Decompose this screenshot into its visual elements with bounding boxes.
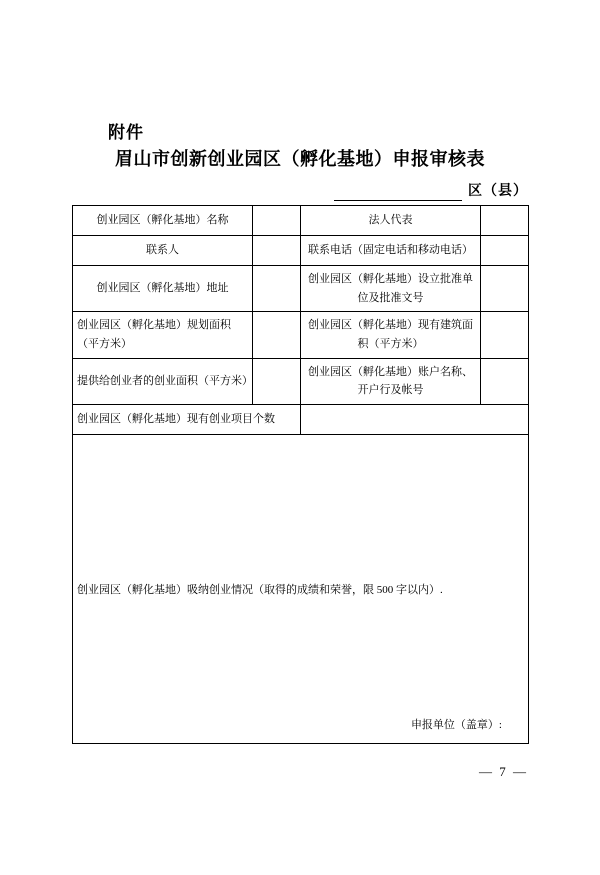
district-blank-line[interactable] [334,186,462,201]
field-label-project-count: 创业园区（孵化基地）现有创业项目个数 [73,405,301,435]
page-number: — 7 — [479,764,528,779]
field-label-contact-person: 联系人 [73,236,253,266]
field-value-contact-phone[interactable] [481,236,529,266]
table-row [73,405,529,435]
table-row [73,312,529,358]
field-label-contact-phone: 联系电话（固定电话和移动电话） [301,236,481,266]
field-value-park-address[interactable] [253,266,301,312]
field-value-built-area[interactable] [481,312,529,358]
application-form-table [72,205,529,744]
field-label-park-name: 创业园区（孵化基地）名称 [73,206,253,236]
field-label-park-address: 创业园区（孵化基地）地址 [73,266,253,312]
field-label-provided-area: 提供给创业者的创业面积（平方米） [73,358,253,404]
table-row [73,236,529,266]
table-row [73,435,529,744]
field-value-planned-area[interactable] [253,312,301,358]
field-value-park-name[interactable] [253,206,301,236]
district-field [334,180,528,201]
field-label-bank-account: 创业园区（孵化基地）账户名称、开户行及帐号 [301,358,481,404]
field-label-planned-area: 创业园区（孵化基地）规划面积（平方米） [73,312,253,358]
field-value-bank-account[interactable] [481,358,529,404]
seal-note: 申报单位（盖章）: [410,719,502,732]
table-row [73,206,529,236]
field-value-contact-person[interactable] [253,236,301,266]
field-label-approval-authority: 创业园区（孵化基地）设立批准单位及批准文号 [301,266,481,312]
field-value-legal-rep[interactable] [481,206,529,236]
district-label: 区（县） [468,184,528,199]
attachment-label: 附件 [108,123,144,142]
table-row [73,266,529,312]
description-cell[interactable] [73,435,529,744]
page-title: 眉山市创新创业园区（孵化基地）申报审核表 [115,149,485,169]
field-label-built-area: 创业园区（孵化基地）现有建筑面积（平方米） [301,312,481,358]
field-value-approval-authority[interactable] [481,266,529,312]
table-row [73,358,529,404]
field-value-project-count[interactable] [301,405,529,435]
field-value-provided-area[interactable] [253,358,301,404]
description-label: 创业园区（孵化基地）吸纳创业情况（取得的成绩和荣誉，限 500 字以内）. [77,583,443,596]
field-label-legal-rep: 法人代表 [301,206,481,236]
